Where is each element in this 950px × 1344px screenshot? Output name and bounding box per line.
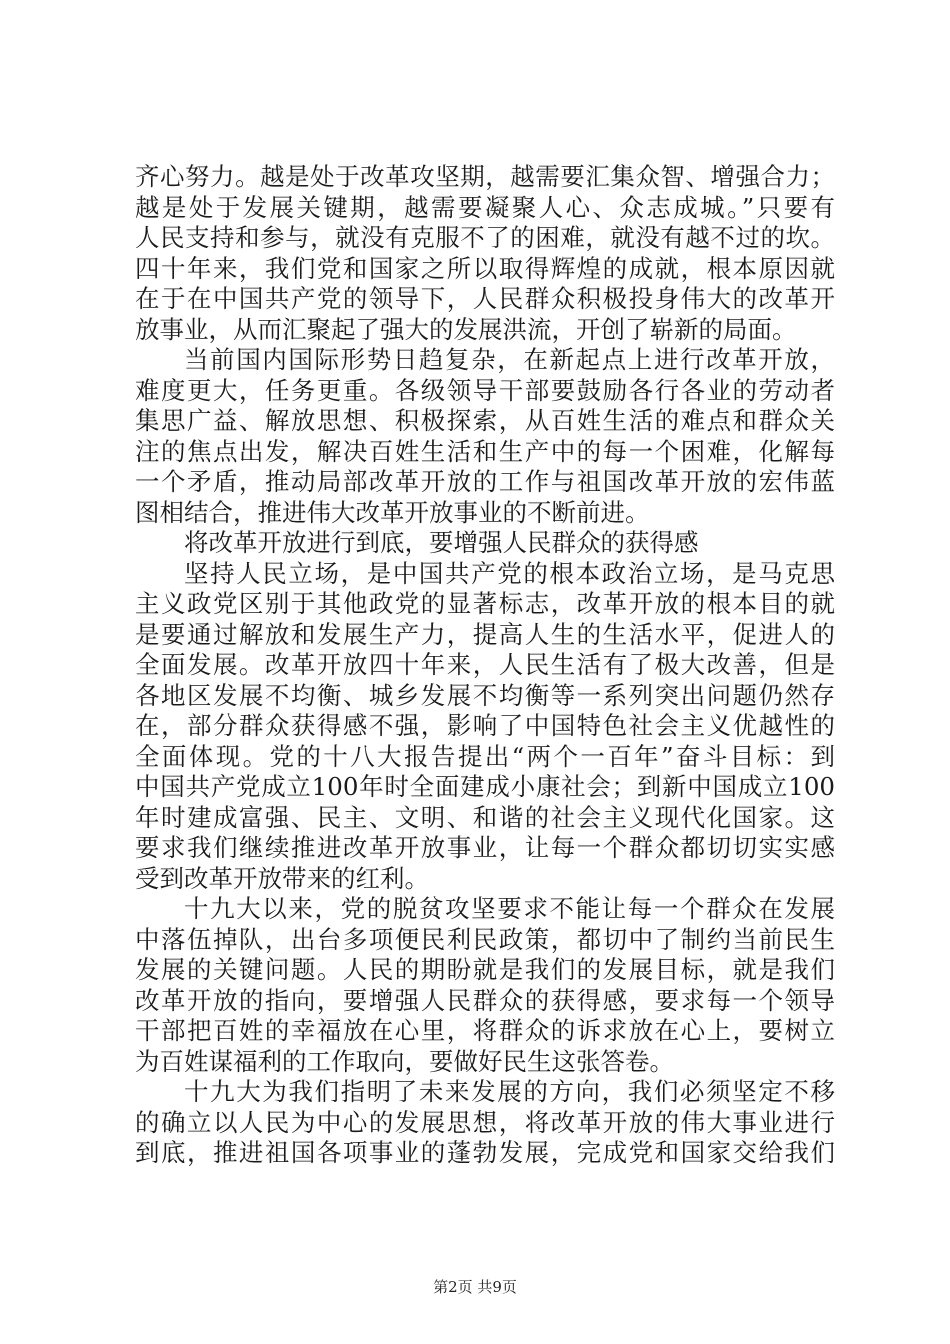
text-line: 齐心努力。越是处于改革攻坚期，越需要汇集众智、增强合力；	[135, 162, 835, 191]
text-line: 到底，推进祖国各项事业的蓬勃发展，完成党和国家交给我们	[135, 1138, 835, 1167]
text-line: 改革开放的指向，要增强人民群众的获得感，要求每一个领导	[135, 985, 835, 1015]
text-line: 一个矛盾，推动局部改革开放的工作与祖国改革开放的宏伟蓝	[135, 467, 835, 496]
text-line: 发展的关键问题。人民的期盼就是我们的发展目标，就是我们	[135, 955, 835, 984]
text-line: 十九大以来，党的脱贫攻坚要求不能让每一个群众在发展	[184, 894, 835, 923]
text-line: 在，部分群众获得感不强，影响了中国特色社会主义优越性的	[135, 711, 835, 740]
text-line: 坚持人民立场，是中国共产党的根本政治立场，是马克思	[184, 558, 835, 588]
text-line: 十九大为我们指明了未来发展的方向，我们必须坚定不移	[184, 1077, 835, 1106]
text-line: 人民支持和参与，就没有克服不了的困难，就没有越不过的坎。	[135, 223, 835, 252]
text-line: 中落伍掉队，出台多项便民利民政策，都切中了制约当前民生	[135, 924, 835, 954]
text-line: 全面体现。党的十八大报告提出“两个一百年”奋斗目标：到	[135, 741, 835, 771]
text-line: 放事业，从而汇聚起了强大的发展洪流，开创了崭新的局面。	[135, 314, 797, 344]
text-line: 年时建成富强、民主、文明、和谐的社会主义现代化国家。这	[135, 802, 835, 832]
text-line: 中国共产党成立100年时全面建成小康社会；到新中国成立100	[135, 772, 835, 801]
text-line: 四十年来，我们党和国家之所以取得辉煌的成就，根本原因就	[135, 253, 835, 283]
text-line: 集思广益、解放思想、积极探索，从百姓生活的难点和群众关	[135, 406, 835, 435]
text-line: 主义政党区别于其他政党的显著标志，改革开放的根本目的就	[135, 589, 835, 618]
text-line: 注的焦点出发，解决百姓生活和生产中的每一个困难，化解每	[135, 436, 835, 466]
text-line: 各地区发展不均衡、城乡发展不均衡等一系列突出问题仍然存	[135, 680, 835, 710]
text-line: 为百姓谋福利的工作取向，要做好民生这张答卷。	[135, 1046, 674, 1076]
body-text	[135, 162, 835, 1169]
text-line: 要求我们继续推进改革开放事业，让每一个群众都切切实实感	[135, 833, 835, 862]
text-line: 受到改革开放带来的红利。	[135, 863, 429, 893]
text-line: 图相结合，推进伟大改革开放事业的不断前进。	[135, 497, 650, 527]
text-line: 干部把百姓的幸福放在心里，将群众的诉求放在心上，要树立	[135, 1016, 835, 1045]
text-line: 越是处于发展关键期，越需要凝聚人心、众志成城。”只要有	[135, 192, 835, 222]
text-line: 是要通过解放和发展生产力，提高人生的生活水平，促进人的	[135, 619, 835, 649]
section-heading: 将改革开放进行到底，要增强人民群众的获得感	[184, 528, 699, 557]
page-number: 第2页 共9页	[433, 1278, 517, 1296]
text-line: 当前国内国际形势日趋复杂，在新起点上进行改革开放，	[184, 345, 835, 374]
text-line: 在于在中国共产党的领导下，人民群众积极投身伟大的改革开	[135, 284, 835, 313]
text-line: 难度更大，任务更重。各级领导干部要鼓励各行各业的劳动者	[135, 375, 835, 405]
text-line: 的确立以人民为中心的发展思想，将改革开放的伟大事业进行	[135, 1107, 835, 1137]
text-line: 全面发展。改革开放四十年来，人民生活有了极大改善，但是	[135, 650, 835, 679]
